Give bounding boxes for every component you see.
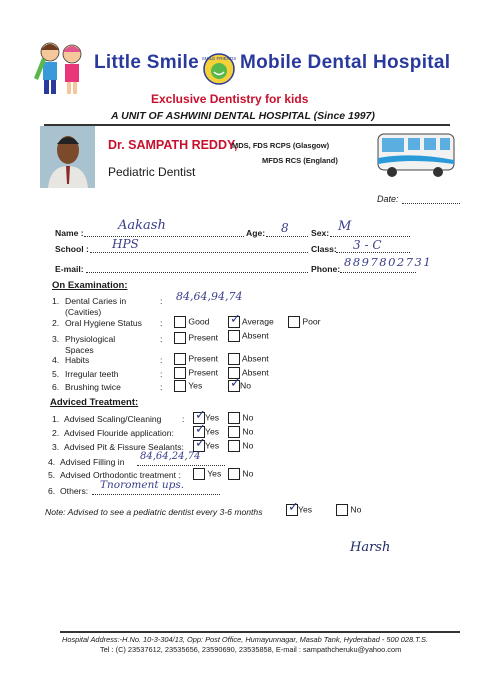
filling-line: [137, 465, 225, 466]
option-label: Yes: [205, 412, 220, 423]
exam-colon: :: [160, 296, 163, 306]
checkbox[interactable]: [228, 426, 240, 438]
age-label: Age:: [246, 228, 266, 238]
email-line: [86, 272, 308, 273]
exam-colon: :: [160, 334, 163, 344]
exam-item-label-2: Spaces: [65, 345, 94, 355]
unit-line: A UNIT OF ASHWINI DENTAL HOSPITAL (Since 1997): [111, 110, 375, 122]
checkbox[interactable]: [228, 412, 240, 424]
fluoride-no[interactable]: [228, 426, 253, 438]
option-label: Average: [241, 316, 274, 327]
advice-item-num: 5.: [48, 470, 56, 480]
footer-address: Hospital Address:-H.No. 10-3-304/13, Opp: Post Office, Humayunnagar, Masab Tank, Hyderabad - 500 028.T.S.: [62, 635, 429, 644]
doctor-qualifications: MDS, FDS RCPS (Glasgow): [232, 141, 330, 150]
oral-hygiene-good[interactable]: [174, 316, 209, 328]
class-value: 3 - C: [353, 238, 382, 252]
phone-value: 8897802731: [344, 255, 433, 269]
brushing-no[interactable]: [228, 375, 251, 392]
checkbox[interactable]: [174, 332, 186, 344]
exam-item-label: Oral Hygiene Status: [65, 318, 142, 328]
checkbox-checked[interactable]: [228, 311, 241, 328]
option-label: Present: [188, 332, 219, 343]
option-label: Good: [188, 316, 210, 327]
advice-item-num: 4.: [48, 457, 56, 467]
checkbox[interactable]: [288, 316, 300, 328]
class-label: Class:: [311, 244, 337, 254]
option-label: Yes: [205, 440, 220, 451]
option-label: Absent: [241, 367, 269, 378]
check-mark-icon: ✓: [195, 407, 206, 422]
date-line: [402, 203, 460, 204]
sex-label: Sex:: [311, 228, 330, 238]
exam-item-num: 5.: [52, 369, 60, 379]
exam-item-num: 1.: [52, 296, 60, 306]
check-mark-icon: ✓: [230, 375, 241, 390]
name-value: Aakash: [118, 218, 166, 233]
exam-colon: :: [160, 355, 163, 365]
ortho-yes[interactable]: [193, 468, 221, 480]
checkbox[interactable]: [174, 380, 186, 392]
oral-hygiene-average[interactable]: [228, 311, 274, 328]
option-label: Poor: [302, 316, 321, 327]
habits-present[interactable]: [174, 353, 218, 365]
checkbox-checked[interactable]: [286, 499, 299, 516]
note-text: Note: Advised to see a pediatric dentist every 3-6 months: [45, 507, 263, 517]
checkbox-checked[interactable]: [228, 375, 241, 392]
checkbox[interactable]: [228, 330, 240, 342]
option-label: Yes: [205, 426, 220, 437]
sealants-no[interactable]: [228, 440, 253, 452]
advice-item-num: 1.: [52, 414, 60, 424]
header-divider: [44, 124, 450, 126]
option-label: Yes: [188, 380, 203, 391]
advice-colon: :: [182, 414, 185, 424]
option-label: No: [240, 380, 251, 391]
exam-item-label: Brushing twice: [65, 382, 121, 392]
exam-item-label-2: (Cavities): [65, 307, 102, 317]
kids-logo: [32, 38, 92, 98]
others-value: Tnoroment ups.: [100, 479, 185, 491]
checkbox[interactable]: [228, 440, 240, 452]
age-line: [266, 236, 308, 237]
exam-heading: On Examination:: [52, 280, 128, 291]
scaling-no[interactable]: [228, 412, 253, 424]
advice-item-num: 2.: [52, 428, 60, 438]
others-line: [92, 494, 220, 495]
option-label: Yes: [207, 468, 222, 479]
checkbox[interactable]: [193, 468, 205, 480]
option-label: No: [242, 412, 254, 423]
advice-item-label: Advised Pit & Fissure Sealants:: [64, 442, 184, 452]
class-line: [336, 252, 410, 253]
exam-item-num: 6.: [52, 382, 60, 392]
note-yes[interactable]: [286, 499, 313, 516]
bus-icon: [372, 128, 460, 180]
footer-divider: [60, 631, 460, 633]
advice-item-label: Advised Orthodontic treatment :: [60, 470, 181, 480]
option-label: No: [242, 440, 254, 451]
oral-hygiene-poor[interactable]: [288, 316, 321, 328]
option-label: Present: [188, 353, 219, 364]
doctor-qualifications-2: MFDS RCS (England): [262, 156, 338, 165]
name-label: Name :: [55, 228, 84, 238]
school-value: HPS: [112, 237, 139, 251]
note-no[interactable]: [336, 504, 361, 516]
sex-line: [330, 236, 410, 237]
checkbox[interactable]: [228, 353, 240, 365]
checkbox[interactable]: [174, 353, 186, 365]
hospital-title-right: Mobile Dental Hospital: [240, 52, 451, 73]
exam-colon: :: [160, 382, 163, 392]
school-line: [90, 252, 308, 253]
exam-item-label: Physiological: [65, 334, 116, 344]
check-mark-icon: ✓: [288, 499, 299, 514]
advice-item-label: Advised Scaling/Cleaning: [64, 414, 162, 424]
advice-item-label: Others:: [60, 486, 89, 496]
option-label: Absent: [241, 353, 269, 364]
phone-label: Phone:: [311, 264, 341, 274]
email-label: E-mail:: [55, 264, 84, 274]
doctor-name: Dr. SAMPATH REDDY,: [108, 138, 238, 152]
habits-absent[interactable]: [228, 353, 269, 365]
doctor-photo: [40, 126, 95, 188]
date-label: Date:: [377, 194, 399, 204]
spaces-present[interactable]: [174, 332, 218, 344]
exam-item-label: Habits: [65, 355, 90, 365]
ortho-no[interactable]: [228, 468, 253, 480]
footer-contact: Tel : (C) 23537612, 23535656, 23590690, 23535858, E-mail : sampathcheruku@yahoo.com: [100, 645, 402, 654]
advice-item-label: Advised Filling in: [60, 457, 125, 467]
advice-item-num: 6.: [48, 486, 56, 496]
doctor-specialty: Pediatric Dentist: [108, 165, 196, 179]
exam-item-num: 2.: [52, 318, 60, 328]
option-label: No: [242, 426, 254, 437]
age-value: 8: [281, 221, 289, 235]
exam-item-label: Irregular teeth: [65, 369, 119, 379]
advice-item-label: Advised Flouride application:: [64, 428, 174, 438]
exam-item-num: 3.: [52, 334, 60, 344]
smile-friends-logo-text: SMILE FRIENDS: [202, 56, 236, 61]
checkbox[interactable]: [228, 468, 240, 480]
brushing-yes[interactable]: [174, 380, 202, 392]
check-mark-icon: ✓: [230, 311, 241, 326]
exam-item-num: 4.: [52, 355, 60, 365]
smile-friends-logo: [202, 52, 236, 86]
phone-line: [340, 272, 416, 273]
doctor-signature: Harsh: [350, 540, 391, 555]
option-label: Yes: [298, 504, 313, 515]
filling-teeth-value: 84,64,24,74: [140, 451, 201, 462]
option-label: No: [350, 504, 362, 515]
option-label: Present: [188, 367, 219, 378]
school-label: School :: [55, 244, 89, 254]
name-line: [84, 236, 244, 237]
exam-colon: :: [160, 318, 163, 328]
checkbox[interactable]: [174, 367, 186, 379]
check-mark-icon: ✓: [195, 435, 206, 450]
caries-teeth-value: 84,64,94,74: [176, 290, 243, 303]
advice-item-num: 3.: [52, 442, 60, 452]
irregular-present[interactable]: [174, 367, 218, 379]
spaces-absent[interactable]: [228, 330, 269, 342]
checkbox[interactable]: [336, 504, 348, 516]
checkbox[interactable]: [174, 316, 186, 328]
hospital-title-left: Little Smile: [94, 52, 199, 73]
advice-heading: Adviced Treatment:: [50, 397, 139, 408]
exam-colon: :: [160, 369, 163, 379]
sex-value: M: [338, 219, 352, 234]
option-label: Absent: [241, 330, 269, 341]
option-label: No: [242, 468, 254, 479]
check-mark-icon: ✓: [195, 421, 206, 436]
exam-item-label: Dental Caries in: [65, 296, 127, 306]
subtitle: Exclusive Dentistry for kids: [151, 92, 309, 106]
